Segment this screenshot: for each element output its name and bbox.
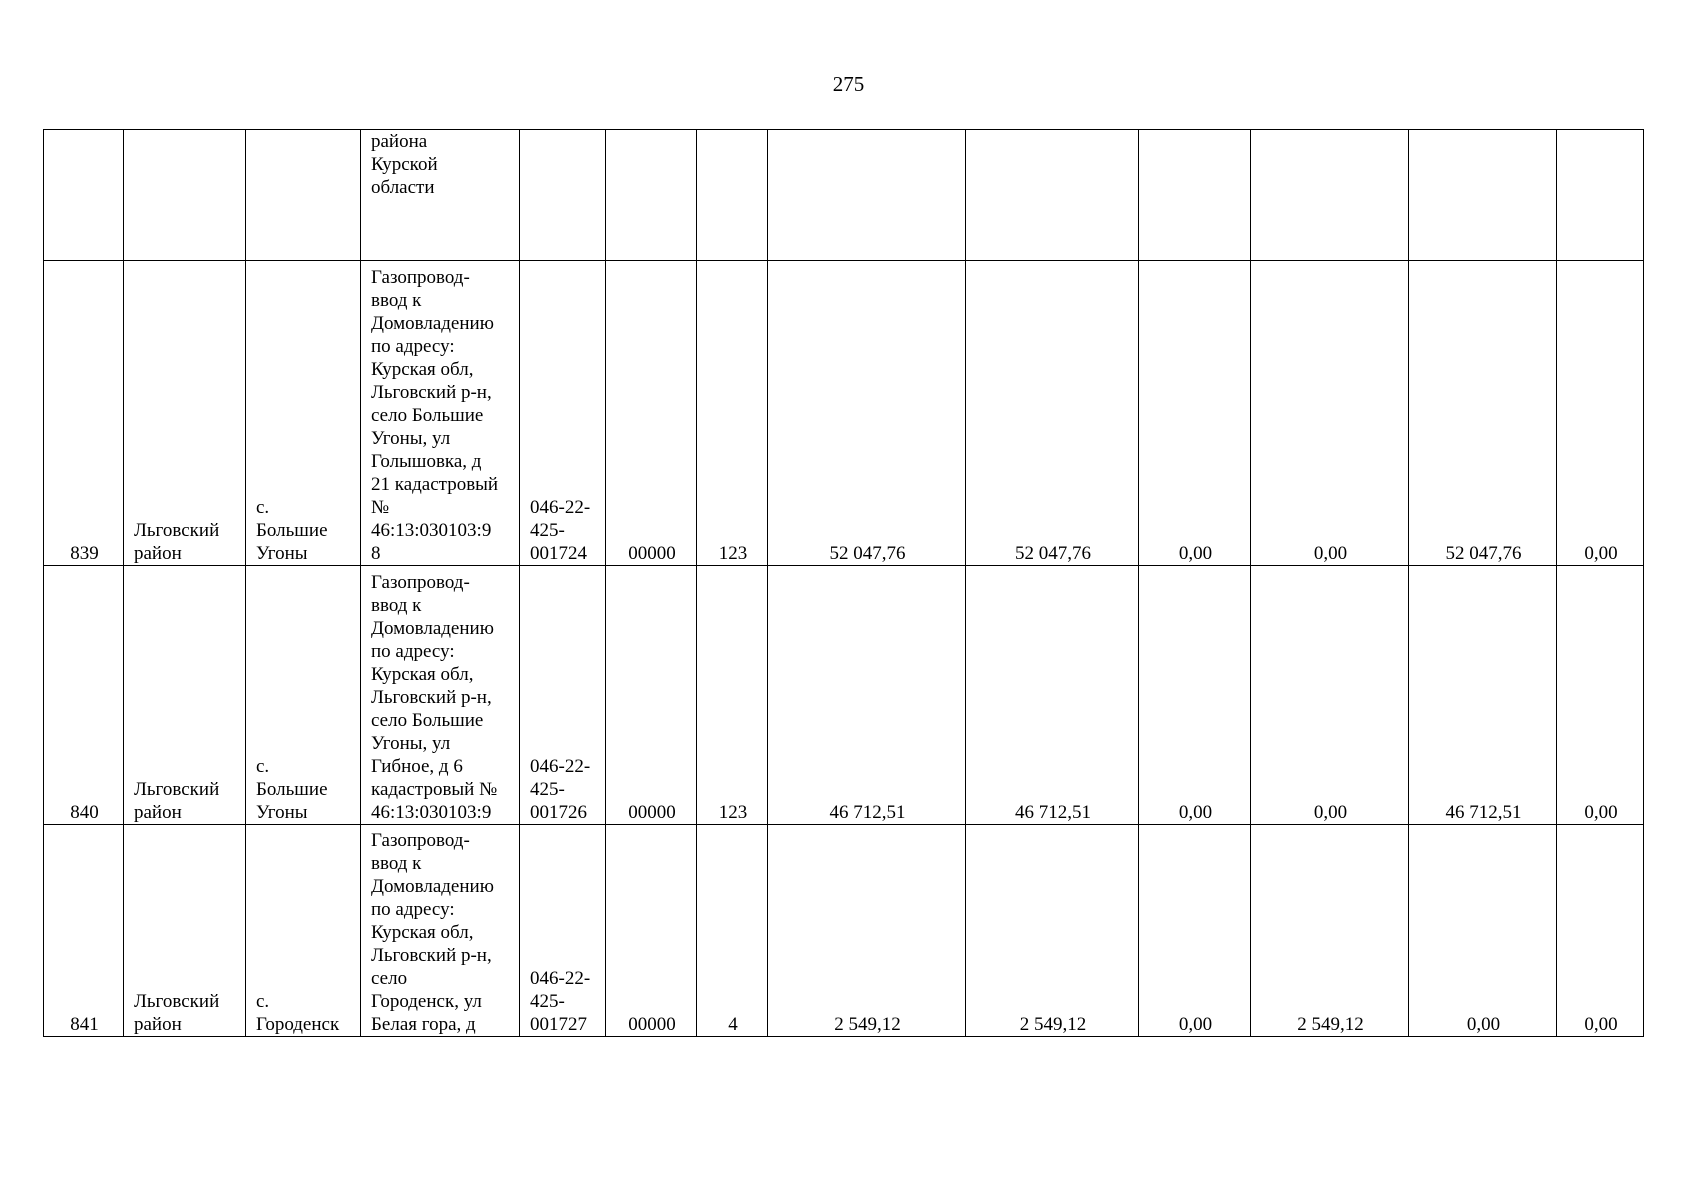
value-5-cell: 52 047,76 (1409, 261, 1557, 566)
cell-v3 (1139, 130, 1251, 261)
table-row (44, 261, 1644, 566)
value-6-cell: 0,00 (1557, 566, 1644, 825)
description-cell: Газопровод- ввод к Домовладению по адресу: Курская обл, Льговский р-н, село Большие Угоны, ул Гибное, д 6 кадастровый № 46:13:030103:9 (361, 566, 520, 825)
cell-v2 (966, 130, 1139, 261)
value-4-cell: 0,00 (1251, 566, 1409, 825)
c6-cell: 00000 (606, 566, 697, 825)
cell-code (520, 130, 606, 261)
value-4-cell: 2 549,12 (1251, 825, 1409, 1037)
cell-v6 (1557, 130, 1644, 261)
c7-cell: 123 (697, 261, 768, 566)
page-number: 275 (832, 72, 865, 96)
value-3-cell: 0,00 (1139, 261, 1251, 566)
district-cell: Льговский район (124, 261, 246, 566)
cell-num (44, 130, 124, 261)
table-row (44, 825, 1644, 1037)
c7-cell: 4 (697, 825, 768, 1037)
value-4-cell: 0,00 (1251, 261, 1409, 566)
cell-v5 (1409, 130, 1557, 261)
description-cell: Газопровод- ввод к Домовладению по адресу: Курская обл, Льговский р-н, село Городенск, ул Белая гора, д (361, 825, 520, 1037)
settlement-cell: с. Городенск (246, 825, 361, 1037)
table-row (44, 566, 1644, 825)
row-number: 840 (44, 566, 124, 825)
value-5-cell: 46 712,51 (1409, 566, 1557, 825)
value-5-cell: 0,00 (1409, 825, 1557, 1037)
cell-settlement (246, 130, 361, 261)
code-cell: 046-22- 425- 001727 (520, 825, 606, 1037)
cell-v1 (768, 130, 966, 261)
code-cell: 046-22- 425- 001724 (520, 261, 606, 566)
cell-c6 (606, 130, 697, 261)
value-1-cell: 2 549,12 (768, 825, 966, 1037)
data-table (43, 129, 1644, 1037)
description-cell: Газопровод- ввод к Домовладению по адресу: Курская обл, Льговский р-н, село Большие Угоны, ул Голышовка, д 21 кадастровый № 46:13:030103:9 8 (361, 261, 520, 566)
settlement-cell: с. Большие Угоны (246, 261, 361, 566)
c6-cell: 00000 (606, 825, 697, 1037)
c7-cell: 123 (697, 566, 768, 825)
value-2-cell: 2 549,12 (966, 825, 1139, 1037)
value-2-cell: 52 047,76 (966, 261, 1139, 566)
cell-district (124, 130, 246, 261)
value-3-cell: 0,00 (1139, 566, 1251, 825)
cell-v4 (1251, 130, 1409, 261)
settlement-cell: с. Большие Угоны (246, 566, 361, 825)
value-3-cell: 0,00 (1139, 825, 1251, 1037)
row-number: 839 (44, 261, 124, 566)
row-number: 841 (44, 825, 124, 1037)
value-1-cell: 46 712,51 (768, 566, 966, 825)
value-6-cell: 0,00 (1557, 825, 1644, 1037)
district-cell: Льговский район (124, 566, 246, 825)
cell-description: района Курской области (361, 130, 520, 261)
cell-c7 (697, 130, 768, 261)
code-cell: 046-22- 425- 001726 (520, 566, 606, 825)
district-cell: Льговский район (124, 825, 246, 1037)
c6-cell: 00000 (606, 261, 697, 566)
value-1-cell: 52 047,76 (768, 261, 966, 566)
value-2-cell: 46 712,51 (966, 566, 1139, 825)
table-row-continuation (44, 130, 1644, 261)
value-6-cell: 0,00 (1557, 261, 1644, 566)
